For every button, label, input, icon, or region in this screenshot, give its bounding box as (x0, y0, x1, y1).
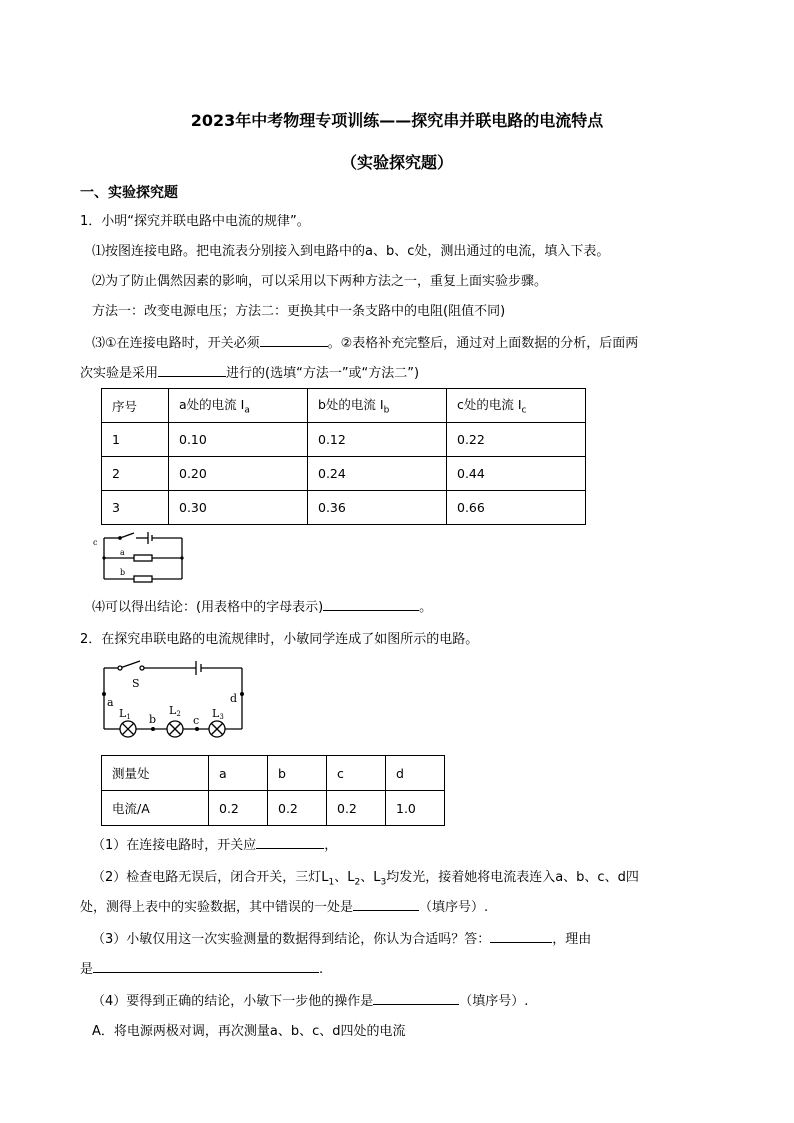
q2-error-blank[interactable] (353, 896, 419, 911)
q1-step4-text-a: ⑷可以得出结论：(用表格中的字母表示) (92, 600, 324, 615)
q2-appropriate-blank[interactable] (490, 928, 552, 943)
q2-switch-blank[interactable] (256, 834, 324, 849)
q2-part3-line1: （3）小敏仅用这一次实验测量的数据得到结论，你认为合适吗？答： ，理由 (92, 928, 591, 947)
q1-stem: 1．小明“探究并联电路中电流的规律”。 (80, 214, 310, 229)
table-cell: 0.30 (169, 491, 308, 525)
table-cell: 0.12 (308, 423, 447, 457)
table-cell: 0.66 (447, 491, 586, 525)
q2-series-circuit-diagram (96, 654, 256, 744)
table-cell: a (209, 756, 268, 791)
q2-part1-text-b: ， (324, 838, 338, 853)
q1-th-index: 序号 (102, 389, 169, 423)
table-cell: b (268, 756, 327, 791)
q1-step3-line1 (92, 332, 638, 351)
q2-part2-line1: （2）检查电路无误后，闭合开关，三灯$L_1$、$L_2$、$L_3$均发光，接着她将电流表连入a、b、c、d四 (92, 870, 639, 888)
q1-conclusion-blank[interactable] (323, 596, 419, 611)
q1-step3-text-d: 进行的(选填“方法一”或“方法二”) (226, 366, 420, 381)
table-row (102, 457, 586, 491)
table-cell: 0.2 (268, 791, 327, 826)
q1-step3-text-c: 次实验是采用 (80, 366, 159, 381)
table-cell: 0.24 (308, 457, 447, 491)
point-label-a: a (107, 696, 114, 709)
lamp-label-l1: L1 (119, 707, 131, 721)
lamp-label-l2: L2 (169, 704, 181, 718)
q2-part1-text-a: （1）在连接电路时，开关应 (92, 838, 257, 853)
q2-data-table (101, 755, 445, 826)
q1-step4 (92, 596, 432, 615)
table-cell: 3 (102, 491, 169, 525)
q1-step4-text-b: 。 (419, 600, 433, 615)
switch-icon (120, 661, 140, 668)
point-label-c: c (193, 714, 200, 727)
q2-part2-line2: 处，测得上表中的实验数据，其中错误的一处是 （填序号）. (80, 896, 488, 915)
q2-next-step-blank[interactable] (373, 990, 459, 1005)
table-cell: 电流/A (102, 791, 209, 826)
q1-data-table (101, 388, 586, 525)
q1-parallel-circuit-diagram (90, 526, 190, 586)
table-cell: 2 (102, 457, 169, 491)
q1-table-header-row (102, 389, 586, 423)
lamp-label-l3: L3 (212, 707, 224, 721)
table-cell: 测量处 (102, 756, 209, 791)
q1-step3-text-a: ⑶①在连接电路时，开关必须 (92, 336, 260, 351)
table-cell: 0.2 (209, 791, 268, 826)
q1-step1: ⑴按图连接电路。把电流表分别接入到电路中的a、b、c处，测出通过的电流，填入下表。 (92, 244, 610, 259)
point-label-d: d (230, 692, 238, 705)
section-heading: 一、实验探究题 (80, 185, 178, 201)
switch-icon (120, 533, 134, 538)
q2-part3-line2: 是 . (80, 958, 323, 977)
q1-th-a: a处的电流 $I_a$ (169, 389, 308, 423)
table-cell: 0.22 (447, 423, 586, 457)
q2-option-a[interactable]: A．将电源两极对调，再次测量a、b、c、d四处的电流 (92, 1024, 406, 1039)
table-row (102, 423, 586, 457)
resistor-icon (134, 576, 152, 582)
q1-step2: ⑵为了防止偶然因素的影响，可以采用以下两种方法之一，重复上面实验步骤。 (92, 274, 548, 289)
table-cell: 0.44 (447, 457, 586, 491)
table-row (102, 791, 445, 826)
table-cell: d (386, 756, 445, 791)
q2-part1 (92, 834, 337, 853)
table-cell: c (327, 756, 386, 791)
table-cell: 1.0 (386, 791, 445, 826)
q1-method-blank[interactable] (158, 362, 226, 377)
circuit-label-a: a (120, 548, 125, 557)
q1-step3-text-b: 。②表格补充完整后，通过对上面数据的分析，后面两 (327, 336, 639, 351)
table-cell: 0.2 (327, 791, 386, 826)
q2-part4: （4）要得到正确的结论，小敏下一步他的操作是 （填序号）. (92, 990, 528, 1009)
table-cell: 0.10 (169, 423, 308, 457)
point-label-b: b (149, 713, 157, 726)
document-subtitle: （实验探究题） (340, 153, 453, 172)
circuit-label-b: b (120, 568, 126, 577)
q2-stem: 2．在探究串联电路的电流规律时，小敏同学连成了如图所示的电路。 (80, 632, 479, 647)
table-cell: 1 (102, 423, 169, 457)
switch-label: S (132, 677, 140, 690)
q1-th-b: b处的电流 $I_b$ (308, 389, 447, 423)
circuit-label-c: c (93, 538, 98, 547)
q1-switch-blank[interactable] (260, 332, 328, 347)
q1-th-c: c处的电流 $I_c$ (447, 389, 586, 423)
q1-methods: 方法一：改变电源电压；方法二：更换其中一条支路中的电阻(阻值不同) (92, 304, 506, 319)
document-title: 2023年中考物理专项训练——探究串并联电路的电流特点 (190, 111, 604, 130)
table-cell: 0.36 (308, 491, 447, 525)
resistor-icon (134, 555, 152, 561)
table-row (102, 491, 586, 525)
table-cell: 0.20 (169, 457, 308, 491)
table-row (102, 756, 445, 791)
q1-step3-line2 (80, 362, 419, 381)
q2-reason-blank[interactable] (93, 958, 319, 973)
